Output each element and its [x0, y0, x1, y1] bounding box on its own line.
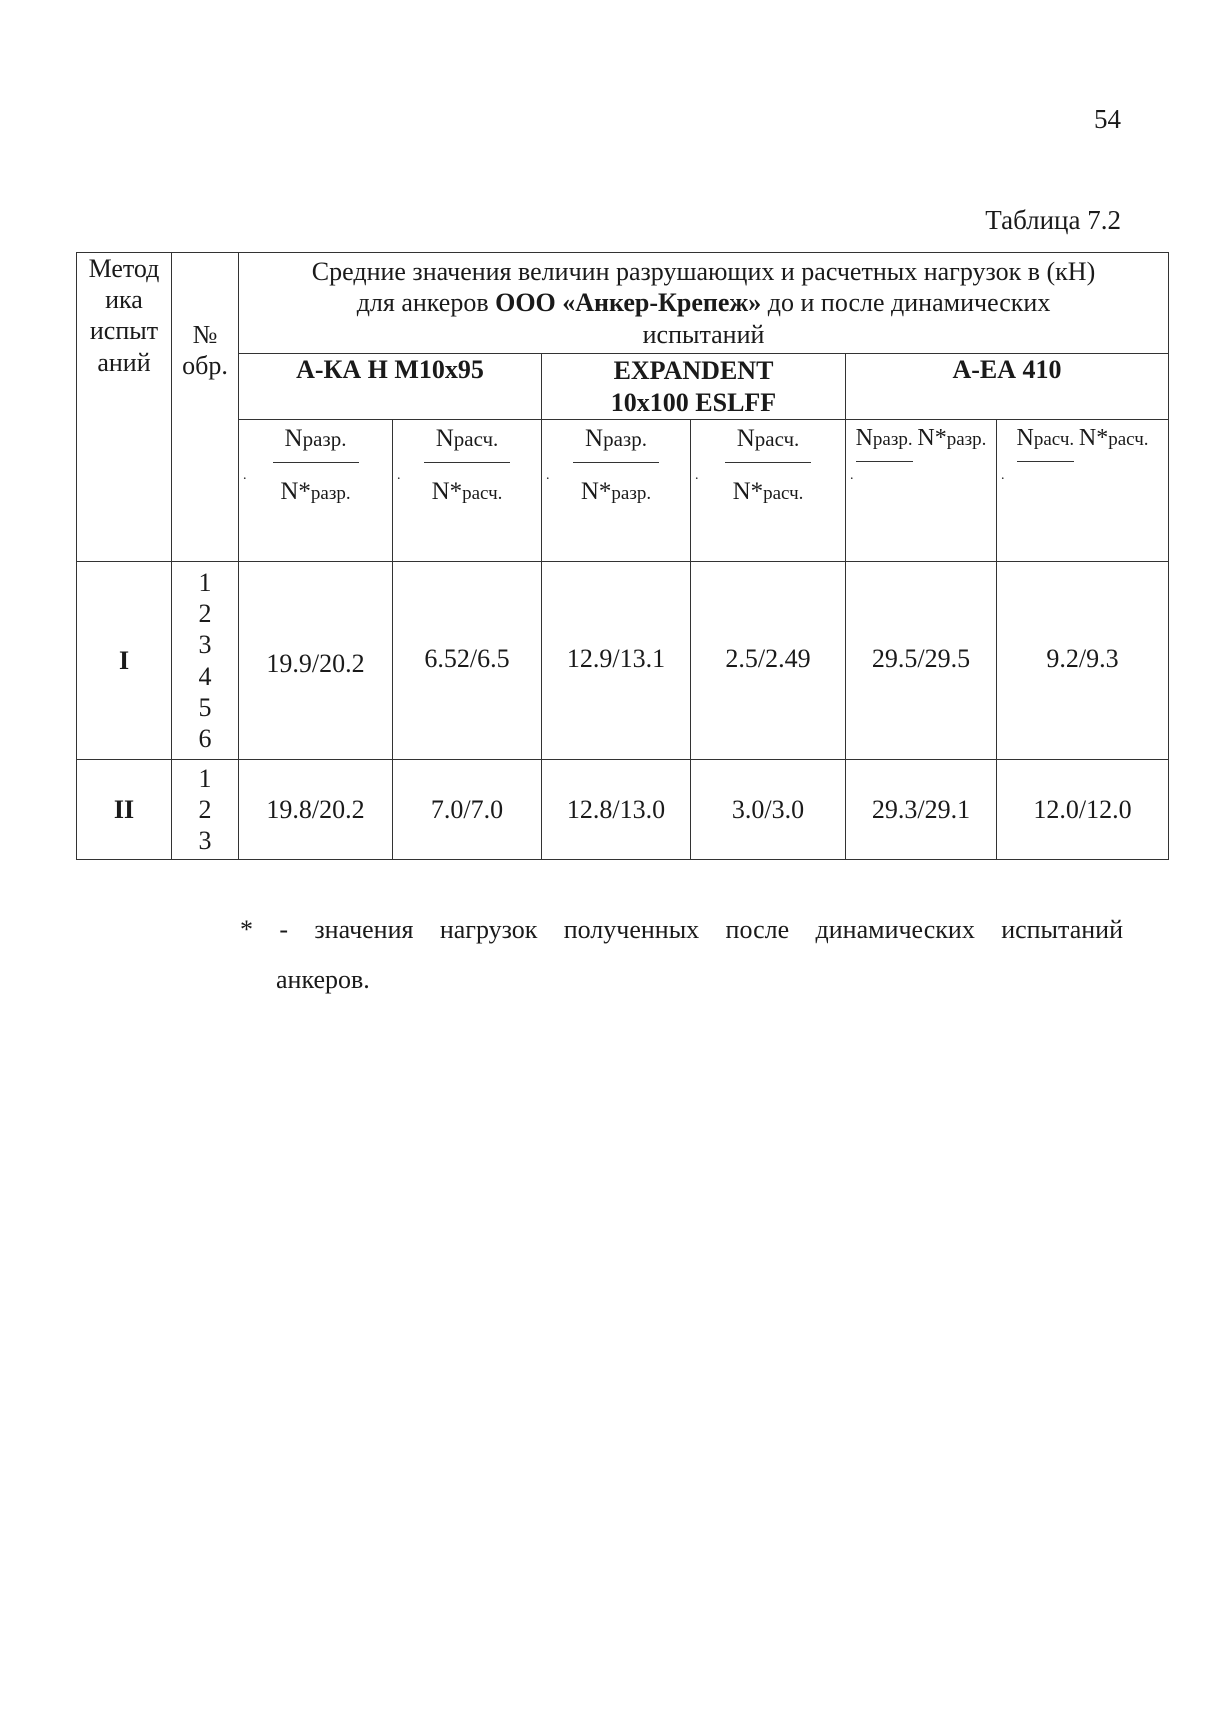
subheader-aea-razr: . Nразр. N*разр.	[846, 420, 997, 562]
footnote-continuation: анкеров.	[276, 965, 370, 994]
table-cell: 29.5/29.5	[846, 562, 997, 760]
sample-numbers: 1 2 3 4 5 6	[172, 562, 239, 760]
table-cell: 9.2/9.3	[997, 562, 1169, 760]
footnote: * - значения нагрузок полученных после динамических испытаний	[240, 915, 1123, 944]
group-header-aea: А-ЕА 410	[846, 354, 1169, 420]
sample-numbers: 1 2 3	[172, 760, 239, 860]
table-cell: 7.0/7.0	[393, 760, 542, 860]
subheader-aea-rasch: . Nрасч. N*расч.	[997, 420, 1169, 562]
table-cell: 12.9/13.1	[542, 562, 691, 760]
table-cell: 19.9/20.2	[239, 562, 393, 760]
sample-number-header: № обр.	[172, 253, 239, 562]
table-cell: 2.5/2.49	[691, 562, 846, 760]
method-label: I	[77, 562, 172, 760]
subheader-expandent-rasch: . Nрасч. N*расч.	[691, 420, 846, 562]
table-row	[77, 760, 1169, 860]
method-label: II	[77, 760, 172, 860]
subheader-aka-razr: . Nразр. N*разр.	[239, 420, 393, 562]
table-cell: 29.3/29.1	[846, 760, 997, 860]
group-header-aka: А-КА Н М10х95	[239, 354, 542, 420]
page-number: 54	[1094, 104, 1121, 134]
subheader-expandent-razr: . Nразр. N*разр.	[542, 420, 691, 562]
table-row	[77, 562, 1169, 760]
table-cell: 6.52/6.5	[393, 562, 542, 760]
table-cell: 12.0/12.0	[997, 760, 1169, 860]
subheader-aka-rasch: . Nрасч. N*расч.	[393, 420, 542, 562]
table-title: Средние значения величин разрушающих и расчетных нагрузок в (кН) для анкеров ООО «Анкер-Крепеж» до и после динамических испытаний	[239, 253, 1169, 354]
results-table	[76, 252, 1169, 860]
group-header-expandent: EXPANDENT 10х100 ESLFF	[542, 354, 846, 420]
table-caption: Таблица 7.2	[985, 205, 1121, 235]
table-cell: 3.0/3.0	[691, 760, 846, 860]
method-header: Метод ика испыт аний	[77, 253, 172, 562]
table-cell: 12.8/13.0	[542, 760, 691, 860]
table-cell: 19.8/20.2	[239, 760, 393, 860]
